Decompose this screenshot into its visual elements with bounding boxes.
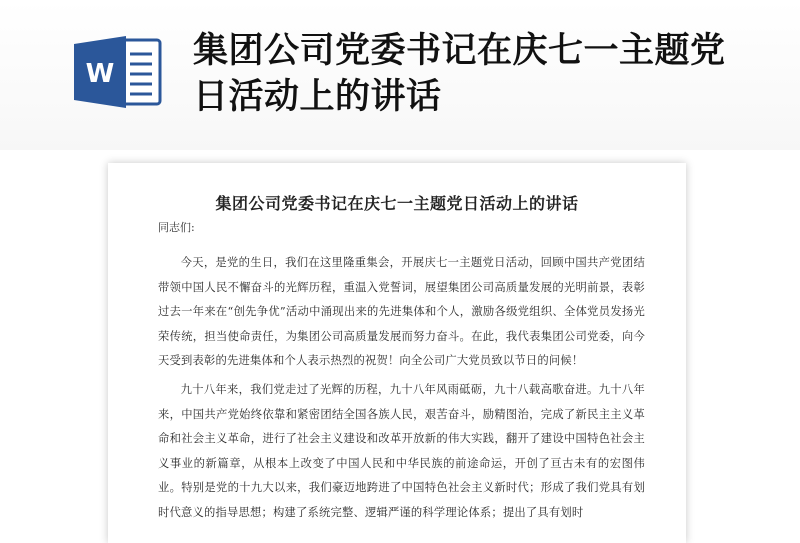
salutation: 同志们: xyxy=(158,221,195,234)
word-doc-icon xyxy=(72,34,164,110)
header-banner xyxy=(0,0,800,150)
svg-text:W: W xyxy=(85,59,115,89)
paragraph: 九十八年来，我们党走过了光辉的历程，九十八年风雨砥砺，九十八载高歌奋进。九十八年来，中国共产党始终依靠和紧密团结全国各族人民，艰苦奋斗，励精图治，完成了新民主主义革命和社会主义革命，进行了社会主义建设和改革开放新的伟大实践，翻开了建设中国特色社会主义事业的新篇章，从根本上改变了中国人民和中华民族的前途命运，开创了亘古未有的宏图伟业。特别是党的十九大以来，我们豪迈地跨进了中国特色社会主义新时代；形成了我们党具有划时代意义的指导思想；构建了系统完整、逻辑严谨的科学理论体系；提出了具有划时 xyxy=(158,383,645,519)
paragraph: 今天，是党的生日，我们在这里隆重集会，开展庆七一主题党日活动，回顾中国共产党团结带领中国人民不懈奋斗的光辉历程，重温入党誓词，展望集团公司高质量发展的光明前景，表彰过去一年来在“创先争优”活动中涌现出来的先进集体和个人，激励各级党组织、全体党员发扬光荣传统，担当使命责任，为集团公司高质量发展而努力奋斗。在此，我代表集团公司党委，向今天受到表彰的先进集体和个人表示热烈的祝贺！向全公司广大党员致以节日的问候！ xyxy=(158,256,645,367)
document-page xyxy=(108,163,686,543)
document-heading: 集团公司党委书记在庆七一主题党日活动上的讲话 xyxy=(193,31,726,117)
page-title: 集团公司党委书记在庆七一主题党日活动上的讲话 xyxy=(215,194,579,213)
